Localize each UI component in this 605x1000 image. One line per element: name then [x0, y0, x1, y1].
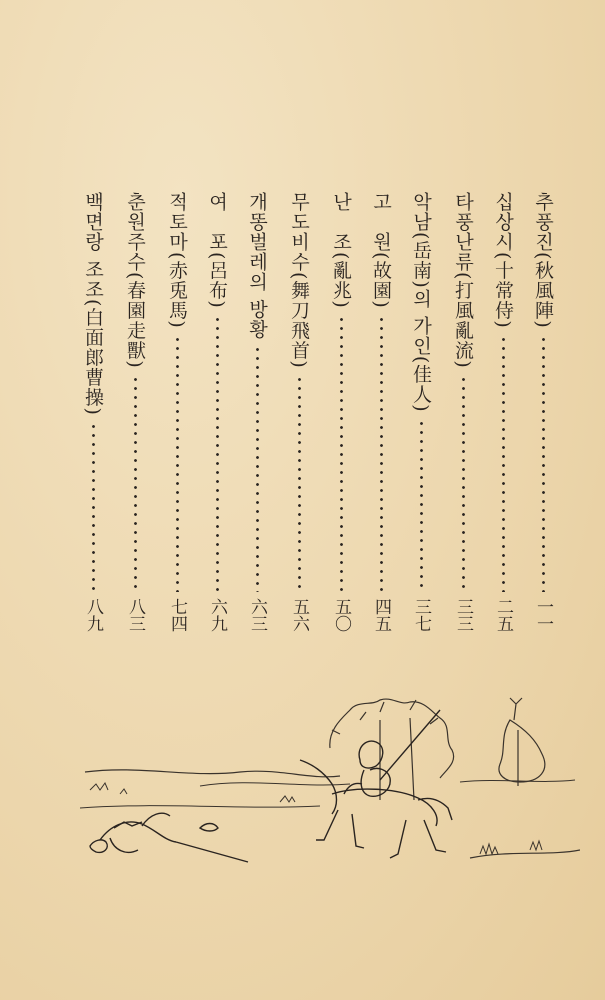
toc-entry-page: 一一 — [533, 598, 553, 632]
toc-entry-page: 三三 — [453, 598, 473, 632]
hill-line — [85, 770, 340, 777]
toc-entry-page: 六三 — [247, 598, 267, 632]
toc-entry-page: 六九 — [207, 598, 227, 632]
toc-entry-title: 악남(岳南)의 가인(佳人) — [410, 192, 432, 413]
dot-leader — [420, 419, 423, 592]
grass-line — [480, 841, 542, 854]
dot-leader — [502, 335, 505, 592]
toc-entry — [78, 192, 108, 632]
toc-entry-page: 八三 — [125, 598, 145, 632]
toc-entry — [326, 192, 356, 632]
hill-line — [200, 783, 350, 786]
toc-entry — [284, 192, 314, 632]
toc-entry — [448, 192, 478, 632]
dot-leader — [380, 315, 383, 592]
horse-and-rider — [300, 710, 452, 858]
grass-line — [90, 783, 295, 802]
dot-leader — [176, 335, 179, 592]
table-of-contents — [78, 192, 558, 632]
toc-entry-page: 五〇 — [331, 598, 351, 632]
toc-entry — [162, 192, 192, 632]
toc-entry — [366, 192, 396, 632]
dot-leader — [298, 375, 301, 592]
toc-entry — [406, 192, 436, 632]
toc-entry-title: 적토마(赤兎馬) — [166, 192, 188, 329]
toc-entry-title: 개똥벌레의 방황 — [246, 192, 268, 340]
toc-entry-title: 춘원주수(春園走獸) — [124, 192, 146, 369]
toc-entry-title: 무도비수(舞刀飛首) — [288, 192, 310, 369]
toc-entry — [120, 192, 150, 632]
toc-entry-page: 八九 — [83, 598, 103, 632]
ground-line — [80, 806, 320, 808]
toc-entry-page: 七四 — [167, 598, 187, 632]
toc-entry-title: 여 포(呂布) — [206, 192, 228, 309]
dot-leader — [216, 315, 219, 592]
toc-entry-title: 추풍진(秋風陣) — [532, 192, 554, 329]
toc-entry-page: 五六 — [289, 598, 309, 632]
dot-leader — [542, 335, 545, 592]
toc-entry — [528, 192, 558, 632]
toc-entry-page: 四五 — [371, 598, 391, 632]
toc-entry — [202, 192, 232, 632]
dot-leader — [92, 422, 95, 592]
woodcut-illustration — [80, 690, 580, 900]
dot-leader — [462, 375, 465, 592]
toc-entry — [488, 192, 518, 632]
toc-entry-title: 십상시(十常侍) — [492, 192, 514, 329]
toc-entry-title: 고 원(故園) — [370, 192, 392, 309]
dot-leader — [340, 315, 343, 592]
toc-entry-title: 난 조(亂兆) — [330, 192, 352, 309]
dot-leader — [256, 345, 259, 592]
toc-entry-page: 三七 — [411, 598, 431, 632]
dot-leader — [134, 375, 137, 592]
toc-entry-title: 백면랑 조조(白面郎曹操) — [82, 192, 104, 416]
toc-entry-page: 二五 — [493, 598, 513, 632]
toc-entry-title: 타풍난류(打風亂流) — [452, 192, 474, 369]
toc-entry — [242, 192, 272, 632]
fallen-warrior — [90, 813, 248, 862]
